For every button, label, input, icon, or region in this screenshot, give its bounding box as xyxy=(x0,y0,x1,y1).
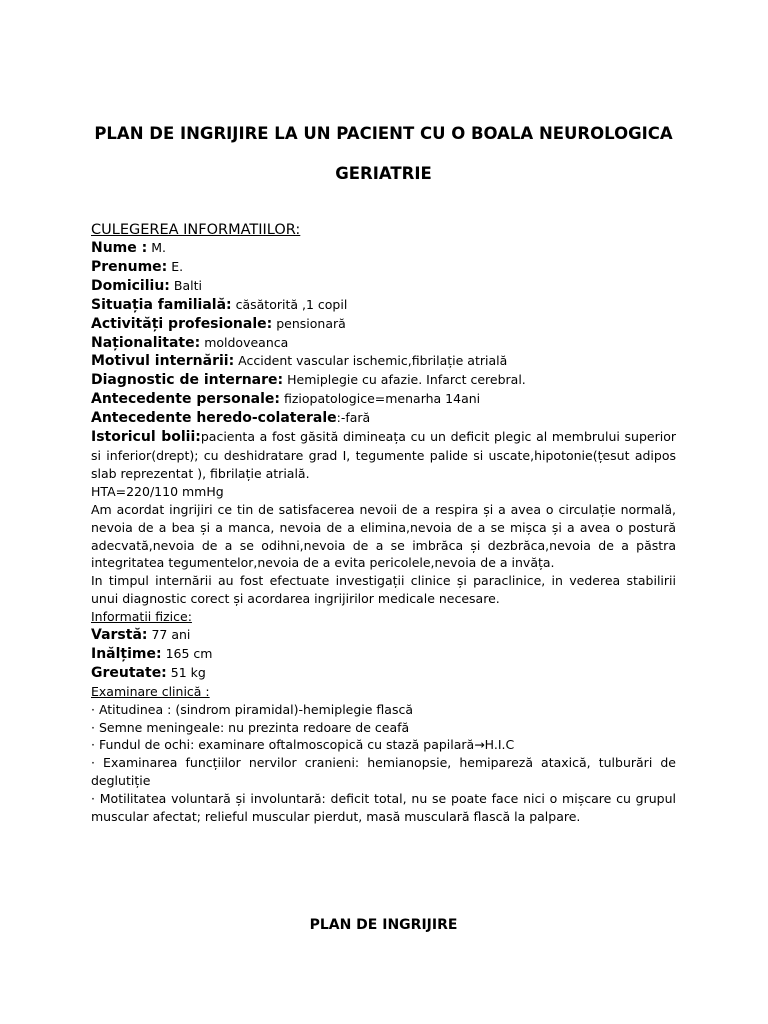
physical-row xyxy=(91,626,676,645)
field-label: Antecedente personale: xyxy=(91,391,281,408)
field-row xyxy=(91,390,676,409)
field-label: Antecedente heredo-colaterale xyxy=(91,410,337,427)
physical-label: Inălțime: xyxy=(91,645,162,662)
history-text: pacienta a fost găsită dimineața cu un deficit plegic al membrului superior si inferior(drept); cu deshidratare grad I, tegumente palide si uscate,hipotonie(țesut adipos slab reprezentat ), fibrilație atrială. xyxy=(91,429,676,481)
exam-item: · Atitudinea : (sindrom piramidal)-hemiplegie flască xyxy=(91,701,414,717)
field-value: căsătorită ,1 copil xyxy=(231,296,348,312)
field-label: Situația familială: xyxy=(91,296,232,313)
field-value: Balti xyxy=(169,277,202,293)
exam-item: · Motilitatea voluntară și involuntară: deficit total, nu se poate face nici o mișcare cu grupul muscular afectat; relieful muscular pierdut, masă musculară flască la palpare. xyxy=(91,791,676,825)
field-row xyxy=(91,296,676,315)
physical-label: Greutate: xyxy=(91,664,167,681)
field-row xyxy=(91,334,676,353)
field-row xyxy=(91,258,676,277)
field-value: M. xyxy=(147,240,166,255)
document-body xyxy=(91,221,676,826)
field-value: E. xyxy=(167,258,184,274)
field-label: Naționalitate: xyxy=(91,334,201,351)
field-label: Domiciliu: xyxy=(91,277,170,294)
exam-item: · Examinarea funcțiilor nervilor cranieni: hemianopsie, hemipareză ataxică, tulburări de deglutiție xyxy=(91,755,676,789)
field-value: pensionară xyxy=(272,315,346,331)
physical-label: Varstă: xyxy=(91,627,148,644)
field-value: Accident vascular ischemic,fibrilație atrială xyxy=(234,353,508,369)
field-row xyxy=(91,409,676,428)
history-paragraph xyxy=(91,428,676,483)
field-row xyxy=(91,277,676,296)
history-label: Istoricul bolii: xyxy=(91,429,201,446)
field-value: moldoveanca xyxy=(200,334,289,350)
exam-item: · Fundul de ochi: examinare oftalmoscopică cu stază papilară→H.I.C xyxy=(91,737,515,753)
exam-heading: Examinare clinică : xyxy=(91,683,210,699)
field-row xyxy=(91,239,676,258)
physical-value: 77 ani xyxy=(147,627,191,643)
field-label: Prenume: xyxy=(91,258,168,275)
field-value: fiziopatologice=menarha 14ani xyxy=(280,391,481,407)
field-row xyxy=(91,315,676,334)
field-label: Diagnostic de internare: xyxy=(91,372,284,389)
document-subtitle: GERIATRIE xyxy=(335,164,432,183)
care-paragraph: Am acordat ingrijiri ce tin de satisfacerea nevoii de a respira și a avea o circulație normală, nevoia de a bea și a manca, nevoia de a elimina,nevoia de a se mișca și a avea o postură adecvată,nevoia de a se odihni,nevoia de a se imbrăca și dezbrăca,nevoia de a păstra integritatea tegumentelor,nevoia de a evita pericolele,nevoia de a invăța. xyxy=(91,501,676,571)
field-label: Motivul internării: xyxy=(91,353,235,370)
field-value: Hemiplegie cu afazie. Infarct cerebral. xyxy=(283,372,526,388)
field-value: :-fară xyxy=(336,410,371,426)
physical-value: 165 cm xyxy=(161,645,213,661)
section-heading-information: CULEGEREA INFORMATIILOR: xyxy=(91,222,301,238)
physical-heading: Informatii fizice: xyxy=(91,609,192,625)
field-label: Nume : xyxy=(91,240,148,256)
plan-heading: PLAN DE INGRIJIRE xyxy=(309,917,458,933)
blood-pressure: HTA=220/110 mmHg xyxy=(91,483,224,499)
field-row xyxy=(91,352,676,371)
document-title: PLAN DE INGRIJIRE LA UN PACIENT CU O BOALA NEUROLOGICA xyxy=(94,124,673,143)
physical-row xyxy=(91,664,676,683)
hospital-paragraph: In timpul internării au fost efectuate investigații clinice și paraclinice, in vederea stabilirii unui diagnostic corect și acordarea ingrijirilor medicale necesare. xyxy=(91,573,676,607)
exam-item: · Semne meningeale: nu prezinta redoare de ceafă xyxy=(91,719,410,735)
field-row xyxy=(91,371,676,390)
physical-value: 51 kg xyxy=(166,664,206,680)
field-label: Activități profesionale: xyxy=(91,315,273,332)
physical-row xyxy=(91,645,676,664)
